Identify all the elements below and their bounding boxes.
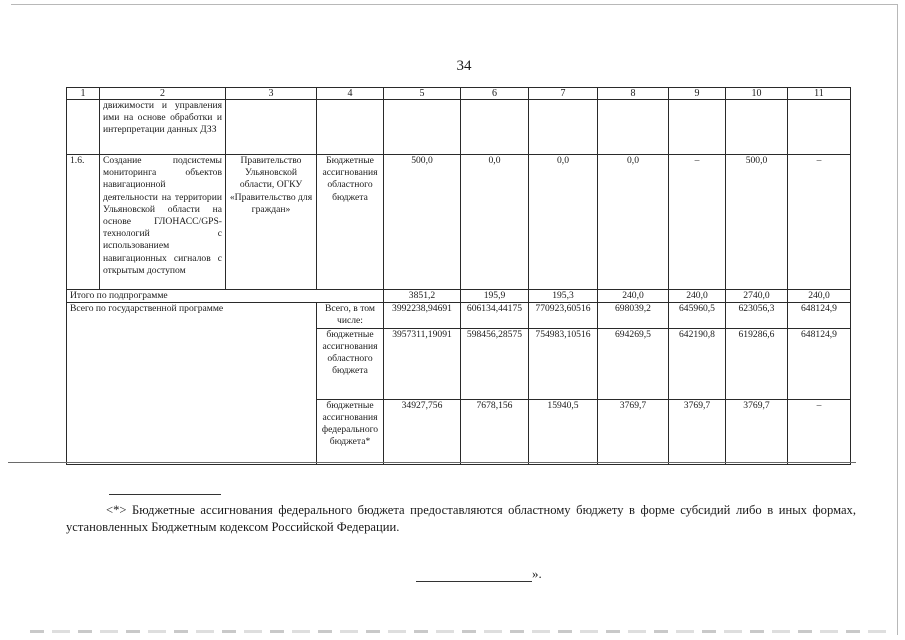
value-cell: 3957311,19091 bbox=[384, 328, 461, 399]
value-cell: 195,9 bbox=[461, 290, 529, 303]
table-row bbox=[67, 155, 851, 290]
column-number-row bbox=[67, 88, 851, 100]
value-cell: 3992238,94691 bbox=[384, 303, 461, 328]
value-cell: 598456,28575 bbox=[461, 328, 529, 399]
item-name: Создание подсистемы мониторинга объектов навигационной деятельности на территории Ульяновской области на основе ГЛОНАСС/GPS-технологий с использованием навигационных сигналов с открытым доступом bbox=[100, 155, 226, 290]
value-cell: 195,3 bbox=[529, 290, 598, 303]
scan-artifact-line bbox=[30, 630, 890, 633]
value-cell: 240,0 bbox=[788, 290, 851, 303]
value-cell: 698039,2 bbox=[598, 303, 669, 328]
column-number: 4 bbox=[317, 88, 384, 100]
funding-source: Бюджетные ассигнования областного бюджета bbox=[317, 155, 384, 290]
column-number: 1 bbox=[67, 88, 100, 100]
value-cell: 2740,0 bbox=[726, 290, 788, 303]
page-number: 34 bbox=[456, 58, 472, 74]
funding-source: Всего, в том числе: bbox=[317, 303, 384, 328]
value-cell: 645960,5 bbox=[669, 303, 726, 328]
value-cell: 770923,60516 bbox=[529, 303, 598, 328]
scan-divider-line bbox=[8, 462, 856, 463]
column-number: 9 bbox=[669, 88, 726, 100]
item-executor: Правительство Ульяновской области, ОГКУ «Правительство для граждан» bbox=[226, 155, 317, 290]
value-cell: – bbox=[788, 155, 851, 290]
subprogram-total-label: Итого по подпрограмме bbox=[67, 290, 384, 303]
value-cell: 500,0 bbox=[726, 155, 788, 290]
value-cell: 694269,5 bbox=[598, 328, 669, 399]
value-cell: 3851,2 bbox=[384, 290, 461, 303]
footnote-text: <*> Бюджетные ассигнования федерального бюджета предоставляются областному бюджету в форме субсидий либо в иных формах, установленных Бюджетным кодексом Российской Федерации. bbox=[66, 503, 856, 534]
funding-source: бюджетные ассигнования федерального бюджета* bbox=[317, 399, 384, 464]
subprogram-total-row bbox=[67, 290, 851, 303]
value-cell: 619286,6 bbox=[726, 328, 788, 399]
funding-source: бюджетные ассигнования областного бюджета bbox=[317, 328, 384, 399]
column-number: 5 bbox=[384, 88, 461, 100]
program-total-label: Всего по государственной программе bbox=[67, 303, 317, 464]
value-cell: – bbox=[669, 155, 726, 290]
value-cell: 3769,7 bbox=[726, 399, 788, 464]
value-cell: 0,0 bbox=[598, 155, 669, 290]
value-cell: 606134,44175 bbox=[461, 303, 529, 328]
column-number: 3 bbox=[226, 88, 317, 100]
item-number: 1.6. bbox=[67, 155, 100, 290]
item-name: движимости и управления ими на основе обработки и интерпретации данных ДЗЗ bbox=[100, 100, 226, 155]
value-cell: 0,0 bbox=[461, 155, 529, 290]
budget-table bbox=[66, 87, 851, 465]
value-cell: 34927,756 bbox=[384, 399, 461, 464]
program-total-row bbox=[67, 303, 851, 328]
value-cell: 500,0 bbox=[384, 155, 461, 290]
column-number: 10 bbox=[726, 88, 788, 100]
value-cell: 648124,9 bbox=[788, 303, 851, 328]
column-number: 6 bbox=[461, 88, 529, 100]
value-cell: 7678,156 bbox=[461, 399, 529, 464]
value-cell: 642190,8 bbox=[669, 328, 726, 399]
footnote-separator bbox=[109, 494, 221, 495]
value-cell: 240,0 bbox=[669, 290, 726, 303]
closing-mark bbox=[416, 566, 542, 582]
column-number: 11 bbox=[788, 88, 851, 100]
signature-blank-line bbox=[416, 567, 532, 582]
value-cell: 240,0 bbox=[598, 290, 669, 303]
column-number: 7 bbox=[529, 88, 598, 100]
table-row bbox=[67, 100, 851, 155]
value-cell: 0,0 bbox=[529, 155, 598, 290]
value-cell: 3769,7 bbox=[598, 399, 669, 464]
column-number: 2 bbox=[100, 88, 226, 100]
value-cell: 15940,5 bbox=[529, 399, 598, 464]
value-cell: 3769,7 bbox=[669, 399, 726, 464]
value-cell: 754983,10516 bbox=[529, 328, 598, 399]
column-number: 8 bbox=[598, 88, 669, 100]
value-cell: – bbox=[788, 399, 851, 464]
value-cell: 623056,3 bbox=[726, 303, 788, 328]
closing-quote: ». bbox=[532, 566, 542, 581]
value-cell: 648124,9 bbox=[788, 328, 851, 399]
